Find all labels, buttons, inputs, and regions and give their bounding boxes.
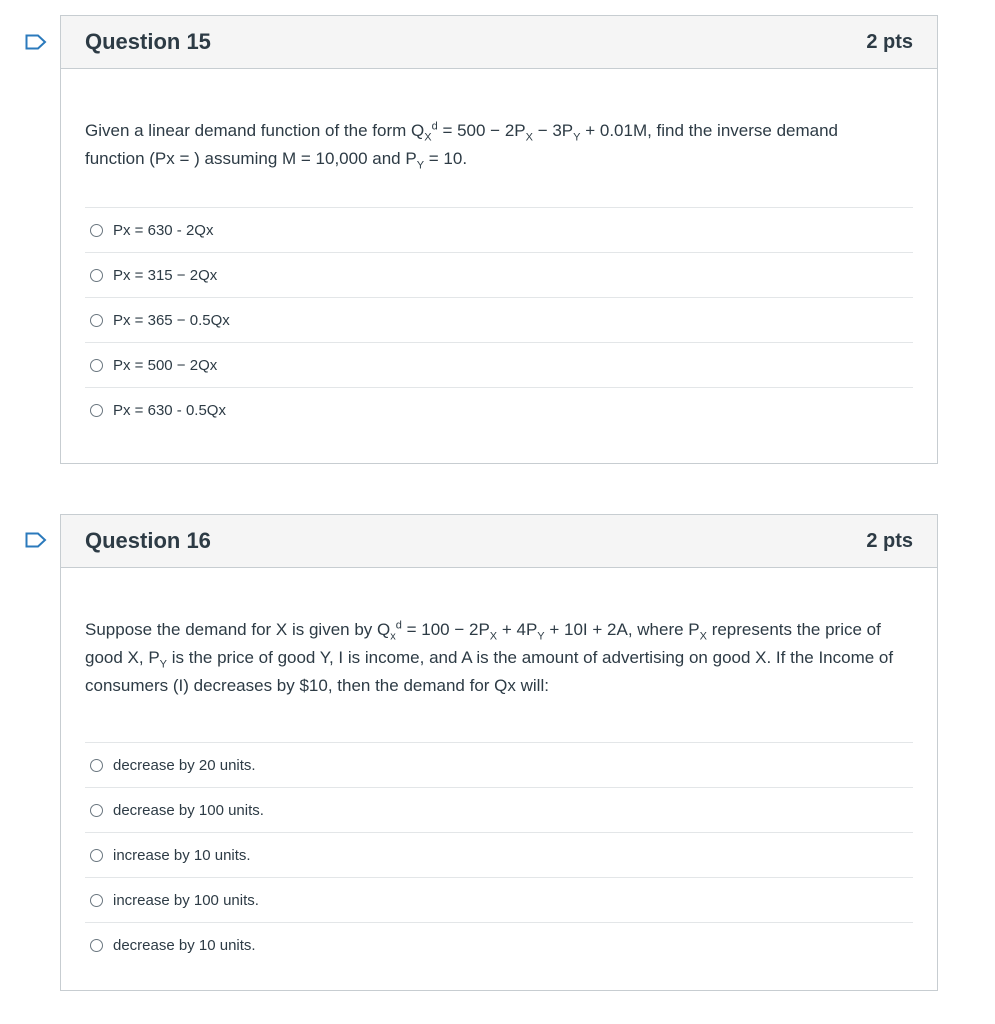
answer-list bbox=[85, 207, 913, 432]
answer-option[interactable]: decrease by 10 units. bbox=[85, 923, 913, 967]
radio-button[interactable] bbox=[90, 894, 103, 907]
bookmark-flag-icon[interactable] bbox=[25, 34, 47, 50]
answer-list bbox=[85, 742, 913, 967]
radio-button[interactable] bbox=[90, 759, 103, 772]
radio-button[interactable] bbox=[90, 314, 103, 327]
answer-option[interactable]: decrease by 20 units. bbox=[85, 743, 913, 788]
question-15-card bbox=[60, 15, 938, 464]
question-header bbox=[61, 515, 937, 568]
radio-button[interactable] bbox=[90, 804, 103, 817]
answer-option[interactable]: Px = 630 - 2Qx bbox=[85, 208, 913, 253]
radio-button[interactable] bbox=[90, 849, 103, 862]
radio-button[interactable] bbox=[90, 939, 103, 952]
answer-option[interactable]: Px = 500 − 2Qx bbox=[85, 343, 913, 388]
question-prompt: Suppose the demand for X is given by $Q_x^d = 100 - 2P_X + 4P_Y + 10I + 2A$, where $P_X$ represents the price of good X, $P_Y$ is the price of good Y, I is income, and A is the amount of advertising on good X. If the Income of consumers (I) decreases by $10, then the demand for Qx will: bbox=[85, 619, 894, 695]
answer-option[interactable]: increase by 10 units. bbox=[85, 833, 913, 878]
answer-option[interactable]: Px = 365 − 0.5Qx bbox=[85, 298, 913, 343]
question-prompt: Given a linear demand function of the form $Q_X^d = 500 - 2P_X - 3P_Y + 0.01M$, find the inverse demand function (Px = ) assuming M = 10,000 and $P_Y = 10$. bbox=[85, 120, 838, 172]
answer-option[interactable]: decrease by 100 units. bbox=[85, 788, 913, 833]
question-title: Question 16 bbox=[85, 528, 211, 553]
question-points: 2 pts bbox=[866, 529, 913, 552]
bookmark-flag-icon[interactable] bbox=[25, 532, 47, 548]
question-points: 2 pts bbox=[866, 30, 913, 53]
question-16-card bbox=[60, 514, 938, 991]
radio-button[interactable] bbox=[90, 404, 103, 417]
question-header bbox=[61, 16, 937, 69]
answer-option[interactable]: Px = 630 - 0.5Qx bbox=[85, 388, 913, 432]
answer-option[interactable]: Px = 315 − 2Qx bbox=[85, 253, 913, 298]
radio-button[interactable] bbox=[90, 359, 103, 372]
radio-button[interactable] bbox=[90, 269, 103, 282]
question-title: Question 15 bbox=[85, 29, 211, 54]
answer-option[interactable]: increase by 100 units. bbox=[85, 878, 913, 923]
radio-button[interactable] bbox=[90, 224, 103, 237]
